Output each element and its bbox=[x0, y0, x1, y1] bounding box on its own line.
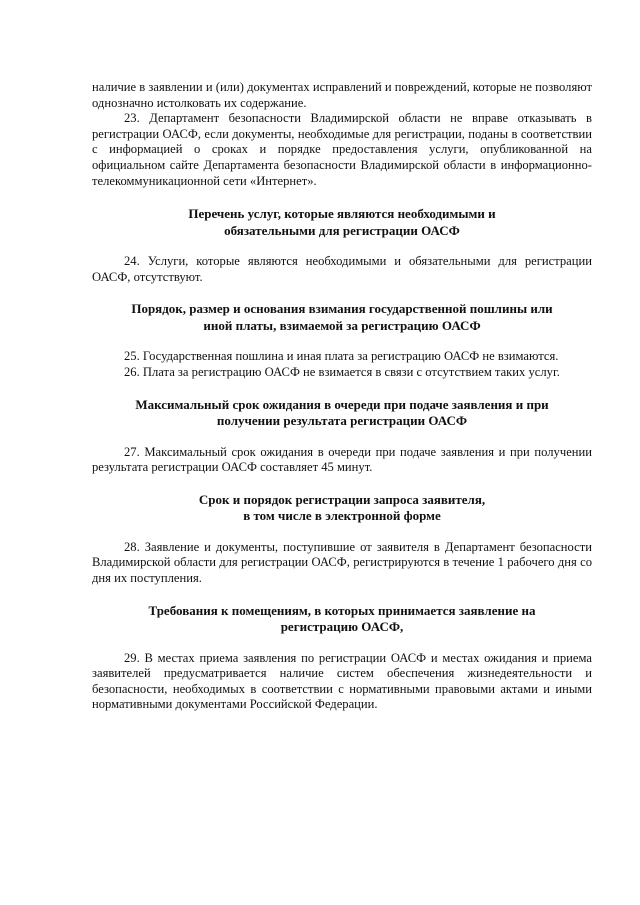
paragraph-27: 27. Максимальный срок ожидания в очереди при подаче заявления и при получении результата регистрации ОАСФ составляет 45 минут. bbox=[92, 444, 592, 475]
heading-line: Требования к помещениям, в которых принимается заявление на bbox=[148, 602, 536, 618]
heading-line: Порядок, размер и основания взимания государственной пошлины или bbox=[131, 301, 553, 317]
paragraph-26: 26. Плата за регистрацию ОАСФ не взимается в связи с отсутствием таких услуг. bbox=[124, 364, 560, 379]
heading-line: иной платы, взимаемой за регистрацию ОАСФ bbox=[203, 317, 481, 333]
paragraph-23: 23. Департамент безопасности Владимирской области не вправе отказывать в регистрации ОАСФ, если документы, необходимые для регистрации, поданы в соответствии с информацией о сроках и порядке предоставления услуги, опубликованной на официальном сайте Департамента безопасности Владимирской области в информационно-телекоммуникационной сети «Интернет». bbox=[92, 111, 592, 188]
section-heading-registration-term bbox=[92, 492, 592, 525]
paragraph-continuation: наличие в заявлении и (или) документах исправлений и повреждений, которые не позволяют однозначно истолковать их содержание. bbox=[92, 80, 592, 110]
heading-line: Срок и порядок регистрации запроса заявителя, bbox=[198, 491, 486, 507]
section-heading-fees bbox=[92, 301, 592, 334]
paragraph-24: 24. Услуги, которые являются необходимыми и обязательными для регистрации ОАСФ, отсутствуют. bbox=[92, 254, 592, 284]
heading-line: обязательными для регистрации ОАСФ bbox=[224, 222, 460, 238]
heading-line: Максимальный срок ожидания в очереди при подаче заявления и при bbox=[135, 396, 549, 412]
paragraph-28: 28. Заявление и документы, поступившие от заявителя в Департамент безопасности Владимирской области для регистрации ОАСФ, регистрируются в течение 1 рабочего дня со дня их поступления. bbox=[92, 539, 592, 585]
heading-line: в том числе в электронной форме bbox=[243, 508, 441, 524]
paragraph-25: 25. Государственная пошлина и иная плата за регистрацию ОАСФ не взимаются. bbox=[124, 349, 559, 364]
document-page bbox=[92, 80, 592, 713]
section-heading-premises bbox=[92, 603, 592, 636]
section-heading-queue-time bbox=[92, 397, 592, 430]
section-heading-services bbox=[92, 206, 592, 239]
paragraph-29: 29. В местах приема заявления по регистрации ОАСФ и местах ожидания и приема заявителей предусматривается наличие систем обеспечения жизнедеятельности и безопасности, необходимых в соответствии с нормативными правовыми актами и иными нормативными документами Российской Федерации. bbox=[92, 650, 592, 712]
heading-line: получении результата регистрации ОАСФ bbox=[216, 413, 468, 429]
heading-line: регистрацию ОАСФ, bbox=[280, 619, 404, 634]
heading-line: Перечень услуг, которые являются необходимыми и bbox=[188, 206, 496, 222]
